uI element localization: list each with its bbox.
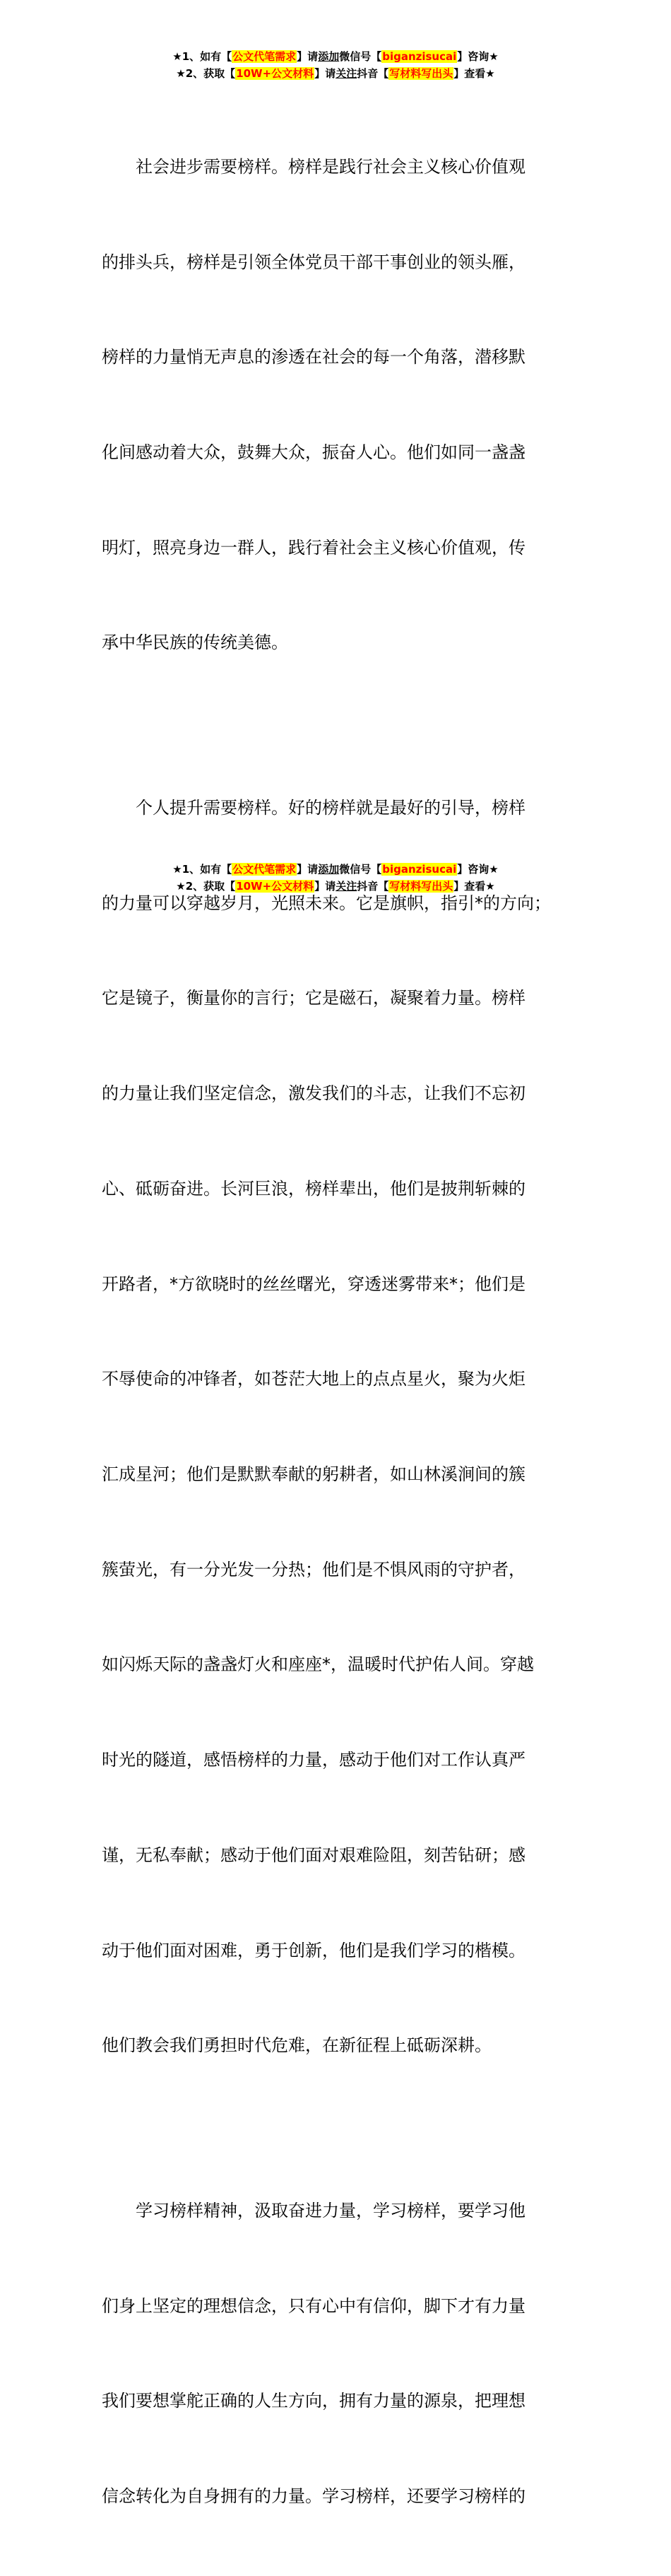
highlight-wechat-id: biganzisucai: [382, 863, 457, 876]
text-line: 如闪烁天际的盏盏灯火和座座*，温暖时代护佑人间。穿越: [102, 1654, 534, 1675]
banner-line-2: ★2、获取【10W+公文材料】请关注抖音【写材料写出头】查看★: [176, 880, 495, 893]
text-line: 时光的隧道，感悟榜样的力量，感动于他们对工作认真严: [102, 1750, 525, 1770]
banner-line-1: ★1、如有【公文代笔需求】请添加微信号【biganzisucai】咨询★: [172, 50, 499, 63]
paragraph-2: [102, 729, 572, 2125]
text-line: 簇萤光，有一分光发一分热；他们是不惧风雨的守护者，: [102, 1559, 525, 1580]
highlight-materials: 10W+公文材料: [236, 880, 314, 893]
star-icon: ★: [172, 50, 182, 63]
text-line: 学习榜样精神，汲取奋进力量，学习榜样，要学习他: [136, 2200, 525, 2221]
text-line: 的力量可以穿越岁月，光照未来。它是旗帜，指引*的方向；: [102, 893, 551, 913]
highlight-service: 公文代笔需求: [232, 50, 297, 63]
text-line: 汇成星河；他们是默默奉献的躬耕者，如山林溪涧间的簇: [102, 1464, 525, 1484]
text-line: 明灯，照亮身边一群人，践行着社会主义核心价值观，传: [102, 537, 525, 558]
text-line: 我们要想掌舵正确的人生方向，拥有力量的源泉，把理想: [102, 2391, 525, 2411]
text-line: 个人提升需要榜样。好的榜样就是最好的引导，榜样: [136, 797, 525, 818]
paragraph-3: [102, 2131, 572, 2576]
text-line: 们身上坚定的理想信念，只有心中有信仰，脚下才有力量: [102, 2295, 525, 2316]
highlight-service: 公文代笔需求: [232, 863, 297, 876]
highlight-douyin: 写材料写出头: [389, 880, 453, 893]
document-body: [102, 88, 572, 2576]
highlight-materials: 10W+公文材料: [236, 67, 314, 80]
text-line: 开路者，*方欲晓时的丝丝曙光，穿透迷雾带来*；他们是: [102, 1274, 525, 1294]
text-line: 动于他们面对困难，勇于创新，他们是我们学习的楷模。: [102, 1940, 525, 1960]
star-icon: ★: [172, 863, 182, 876]
star-icon: ★: [176, 880, 186, 893]
text-line: 不辱使命的冲锋者，如苍茫大地上的点点星火，聚为火炬: [102, 1369, 525, 1389]
header-banner: [0, 48, 671, 82]
text-line: 榜样的力量悄无声息的渗透在社会的每一个角落，潜移默: [102, 347, 525, 367]
banner-line-1: ★1、如有【公文代笔需求】请添加微信号【biganzisucai】咨询★: [172, 863, 499, 876]
footer-banner: [0, 861, 671, 895]
text-line: 社会进步需要榜样。榜样是践行社会主义核心价值观: [136, 156, 525, 177]
star-icon: ★: [176, 67, 186, 80]
text-line: 心、砥砺奋进。长河巨浪，榜样辈出，他们是披荆斩棘的: [102, 1178, 525, 1199]
text-line: 谨，无私奉献；感动于他们面对艰难险阻，刻苦钻研；感: [102, 1845, 525, 1865]
text-line: 信念转化为自身拥有的力量。学习榜样，还要学习榜样的: [102, 2486, 525, 2506]
paragraph-1: [102, 88, 572, 722]
text-line: 的力量让我们坚定信念，激发我们的斗志，让我们不忘初: [102, 1083, 525, 1104]
banner-line-2: ★2、获取【10W+公文材料】请关注抖音【写材料写出头】查看★: [176, 67, 495, 80]
text-line: 化间感动着大众，鼓舞大众，振奋人心。他们如同一盏盏: [102, 442, 525, 462]
highlight-wechat-id: biganzisucai: [382, 50, 457, 63]
text-line: 的排头兵，榜样是引领全体党员干部干事创业的领头雁，: [102, 252, 525, 272]
text-line: 承中华民族的传统美德。: [102, 633, 288, 653]
text-line: 他们教会我们勇担时代危难，在新征程上砥砺深耕。: [102, 2035, 492, 2056]
text-line: 它是镜子，衡量你的言行；它是磁石，凝聚着力量。榜样: [102, 988, 525, 1008]
highlight-douyin: 写材料写出头: [389, 67, 453, 80]
